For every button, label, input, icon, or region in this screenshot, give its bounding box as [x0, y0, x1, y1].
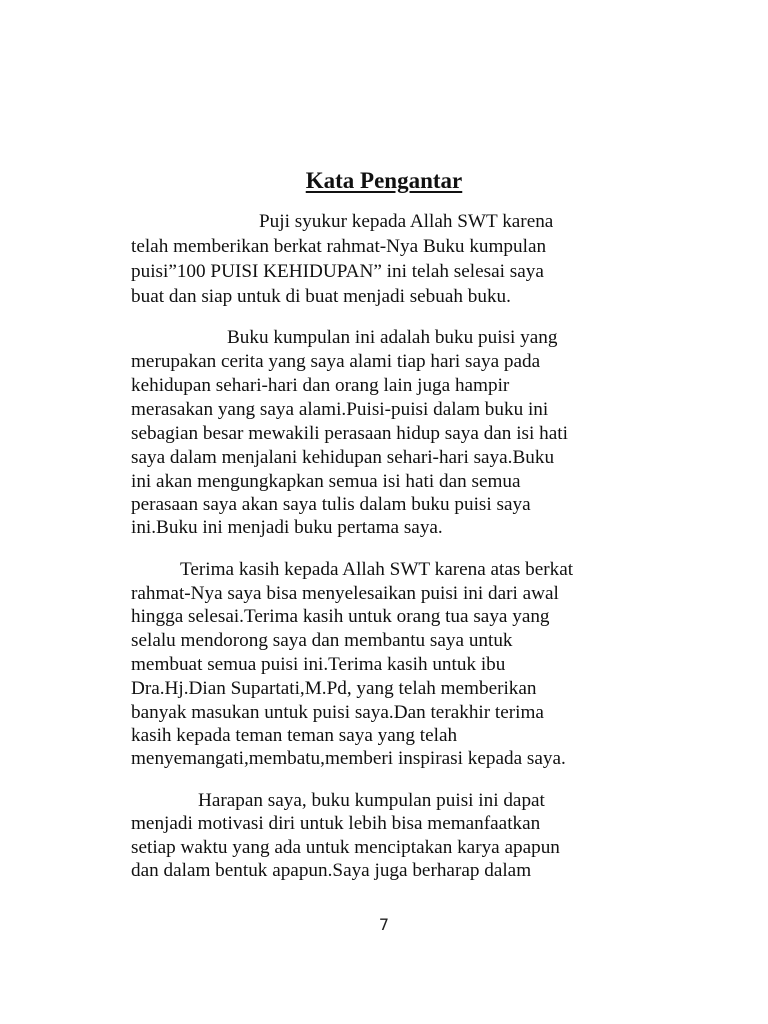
text-line: menyemangati,membatu,memberi inspirasi kepada saya.: [131, 748, 566, 769]
text-line: selalu mendorong saya dan membantu saya untuk: [131, 630, 513, 651]
text-line: menjadi motivasi diri untuk lebih bisa memanfaatkan: [131, 813, 541, 834]
text-line: perasaan saya akan saya tulis dalam buku puisi saya: [131, 494, 531, 515]
text-line: kasih kepada teman teman saya yang telah: [131, 725, 458, 746]
text-line: ini akan mengungkapkan semua isi hati dan semua: [131, 471, 521, 492]
text-line: banyak masukan untuk puisi saya.Dan terakhir terima: [131, 702, 544, 723]
page-number: 7: [378, 915, 390, 934]
text-line: sebagian besar mewakili perasaan hidup saya dan isi hati: [131, 423, 568, 444]
text-line: buat dan siap untuk di buat menjadi sebuah buku.: [131, 286, 511, 307]
text-line: saya dalam menjalani kehidupan sehari-hari saya.Buku: [131, 447, 555, 468]
text-line: Harapan saya, buku kumpulan puisi ini dapat: [198, 790, 545, 811]
text-line: dan dalam bentuk apapun.Saya juga berharap dalam: [131, 860, 532, 881]
text-line: merupakan cerita yang saya alami tiap hari saya pada: [131, 351, 541, 372]
text-line: kehidupan sehari-hari dan orang lain juga hampir: [131, 375, 510, 396]
text-line: Puji syukur kepada Allah SWT karena: [259, 211, 554, 232]
text-line: telah memberikan berkat rahmat-Nya Buku kumpulan: [131, 236, 547, 257]
text-line: merasakan yang saya alami.Puisi-puisi dalam buku ini: [131, 399, 549, 420]
text-line: hingga selesai.Terima kasih untuk orang tua saya yang: [131, 606, 550, 627]
text-line: Buku kumpulan ini adalah buku puisi yang: [227, 327, 558, 348]
text-line: Terima kasih kepada Allah SWT karena atas berkat: [180, 559, 574, 580]
text-line: ini.Buku ini menjadi buku pertama saya.: [131, 517, 443, 538]
page-title: Kata Pengantar: [305, 168, 463, 193]
text-line: setiap waktu yang ada untuk menciptakan karya apapun: [131, 837, 560, 858]
text-line: rahmat-Nya saya bisa menyelesaikan puisi ini dari awal: [131, 583, 559, 604]
text-line: puisi”100 PUISI KEHIDUPAN” ini telah selesai saya: [131, 261, 544, 282]
text-line: membuat semua puisi ini.Terima kasih untuk ibu: [131, 654, 506, 675]
text-line: Dra.Hj.Dian Supartati,M.Pd, yang telah memberikan: [131, 678, 537, 699]
